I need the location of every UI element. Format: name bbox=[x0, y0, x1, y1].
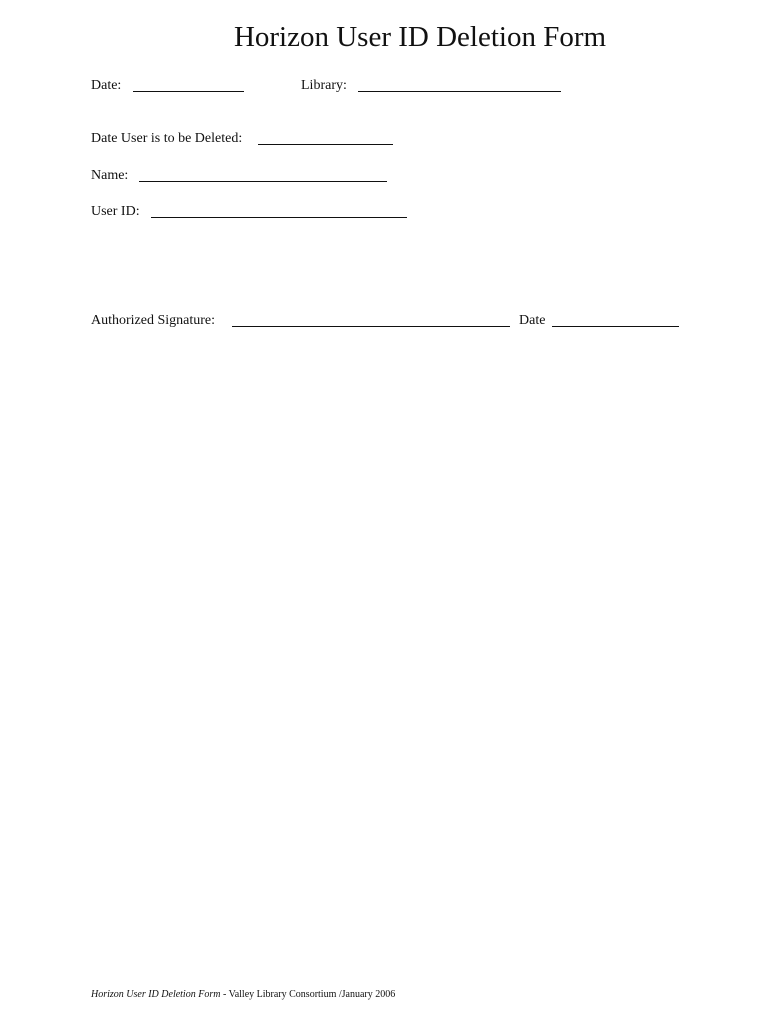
signature-date-field[interactable] bbox=[552, 326, 679, 327]
form-title: Horizon User ID Deletion Form bbox=[233, 21, 607, 53]
footer-separator: - bbox=[220, 989, 229, 1000]
signature-field[interactable] bbox=[232, 326, 510, 327]
footer-form-name: Horizon User ID Deletion Form bbox=[91, 989, 221, 1000]
delete-date-field[interactable] bbox=[258, 144, 393, 145]
userid-field[interactable] bbox=[151, 217, 407, 218]
footer-source: Valley Library Consortium /January 2006 bbox=[228, 989, 396, 1000]
delete-date-label: Date User is to be Deleted: bbox=[91, 131, 243, 146]
userid-label: User ID: bbox=[91, 204, 140, 219]
page-footer bbox=[91, 989, 395, 1001]
signature-label: Authorized Signature: bbox=[91, 313, 216, 328]
name-field[interactable] bbox=[139, 181, 387, 182]
library-field[interactable] bbox=[358, 91, 561, 92]
signature-date-label: Date bbox=[519, 313, 546, 328]
date-label: Date: bbox=[91, 78, 122, 93]
date-field[interactable] bbox=[133, 91, 244, 92]
name-label: Name: bbox=[91, 168, 129, 183]
library-label: Library: bbox=[301, 78, 347, 93]
